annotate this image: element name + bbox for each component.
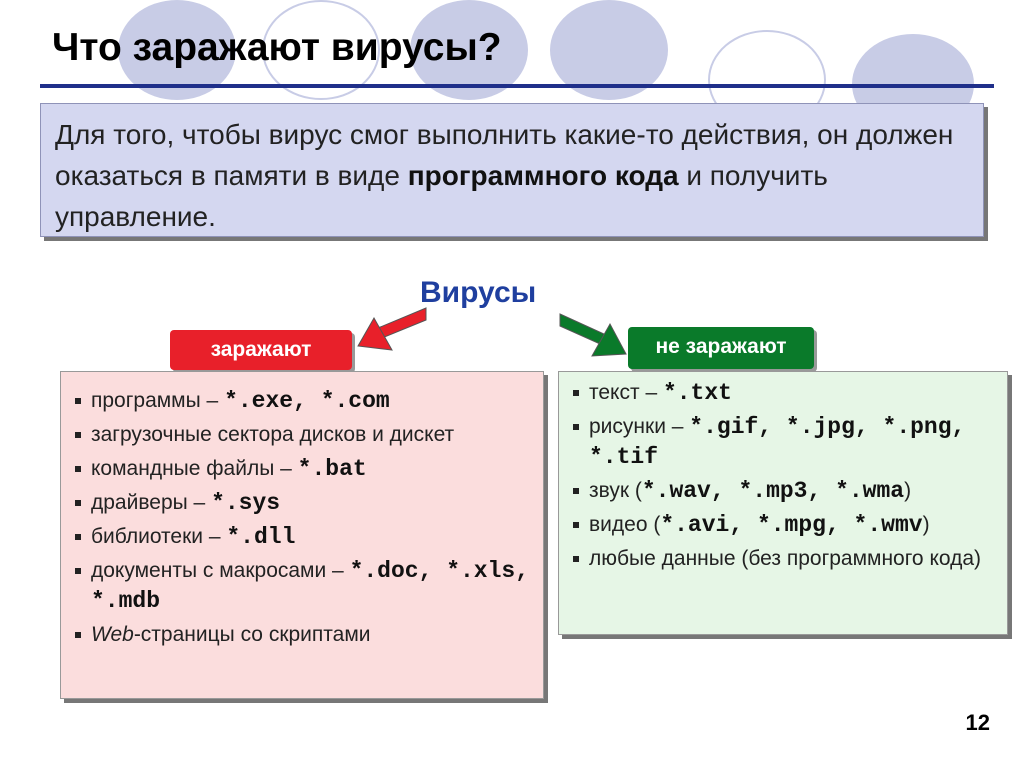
infect-panel: [60, 371, 544, 699]
list-item: [571, 544, 999, 574]
list-item-text: текст –: [589, 381, 663, 404]
list-item-text: драйверы –: [91, 491, 212, 514]
list-item: [73, 556, 535, 616]
list-item: [571, 378, 999, 408]
list-item: [73, 386, 535, 416]
list-item-text-end: ): [904, 479, 912, 502]
file-extensions: *.gif, *.jpg, *.png, *.tif: [589, 414, 966, 470]
list-item: [571, 476, 999, 506]
not-infect-list: [571, 378, 999, 574]
list-item-text: документы с макросами –: [91, 559, 350, 582]
file-extensions: *.avi, *.mpg, *.wmv: [660, 512, 923, 538]
file-extensions: *.txt: [662, 380, 732, 406]
list-item-italic: Web: [91, 623, 134, 646]
file-extensions: *.wav, *.mp3, *.wma: [641, 478, 905, 504]
intro-box: [40, 103, 984, 237]
file-extensions: *.bat: [297, 456, 367, 482]
infect-badge: заражают: [170, 330, 352, 370]
green-arrow-icon: [556, 306, 632, 362]
list-item-text: -страницы со скриптами: [133, 623, 371, 646]
list-item: [73, 420, 535, 450]
list-item-text: звук (: [589, 479, 642, 502]
list-item: [73, 620, 535, 650]
intro-text-end: и получить управление.: [55, 160, 828, 232]
infect-list: [73, 386, 535, 650]
list-item: [73, 454, 535, 484]
slide-title: Что заражают вирусы?: [52, 26, 502, 69]
list-item-text: программы –: [91, 389, 225, 412]
list-item-text: загрузочные сектора дисков и дискет: [91, 423, 455, 446]
list-item-text: библиотеки –: [91, 525, 227, 548]
list-item-text: любые данные (без программного кода): [589, 547, 982, 570]
page-number: 12: [965, 710, 990, 735]
list-item: [571, 412, 999, 472]
list-item-text: видео (: [589, 513, 661, 536]
file-extensions: *.exe, *.com: [224, 388, 390, 414]
intro-text: Для того, чтобы вирус смог выполнить какие-то действия, он должен оказаться в памяти в виде: [55, 119, 954, 191]
not-infect-badge: не заражают: [628, 327, 814, 369]
intro-bold: программного кода: [407, 160, 679, 191]
list-item-text: командные файлы –: [91, 457, 298, 480]
not-infect-panel: [558, 371, 1008, 635]
list-item: [571, 510, 999, 540]
title-rule: [40, 84, 994, 88]
file-extensions: *.doc, *.xls, *.mdb: [91, 558, 530, 614]
list-item: [73, 488, 535, 518]
list-item: [73, 522, 535, 552]
viruses-label: Вирусы: [420, 276, 537, 309]
red-arrow-icon: [352, 300, 430, 358]
file-extensions: *.sys: [211, 490, 281, 516]
list-item-text-end: ): [922, 513, 930, 536]
list-item-text: рисунки –: [589, 415, 690, 438]
file-extensions: *.dll: [226, 524, 296, 550]
